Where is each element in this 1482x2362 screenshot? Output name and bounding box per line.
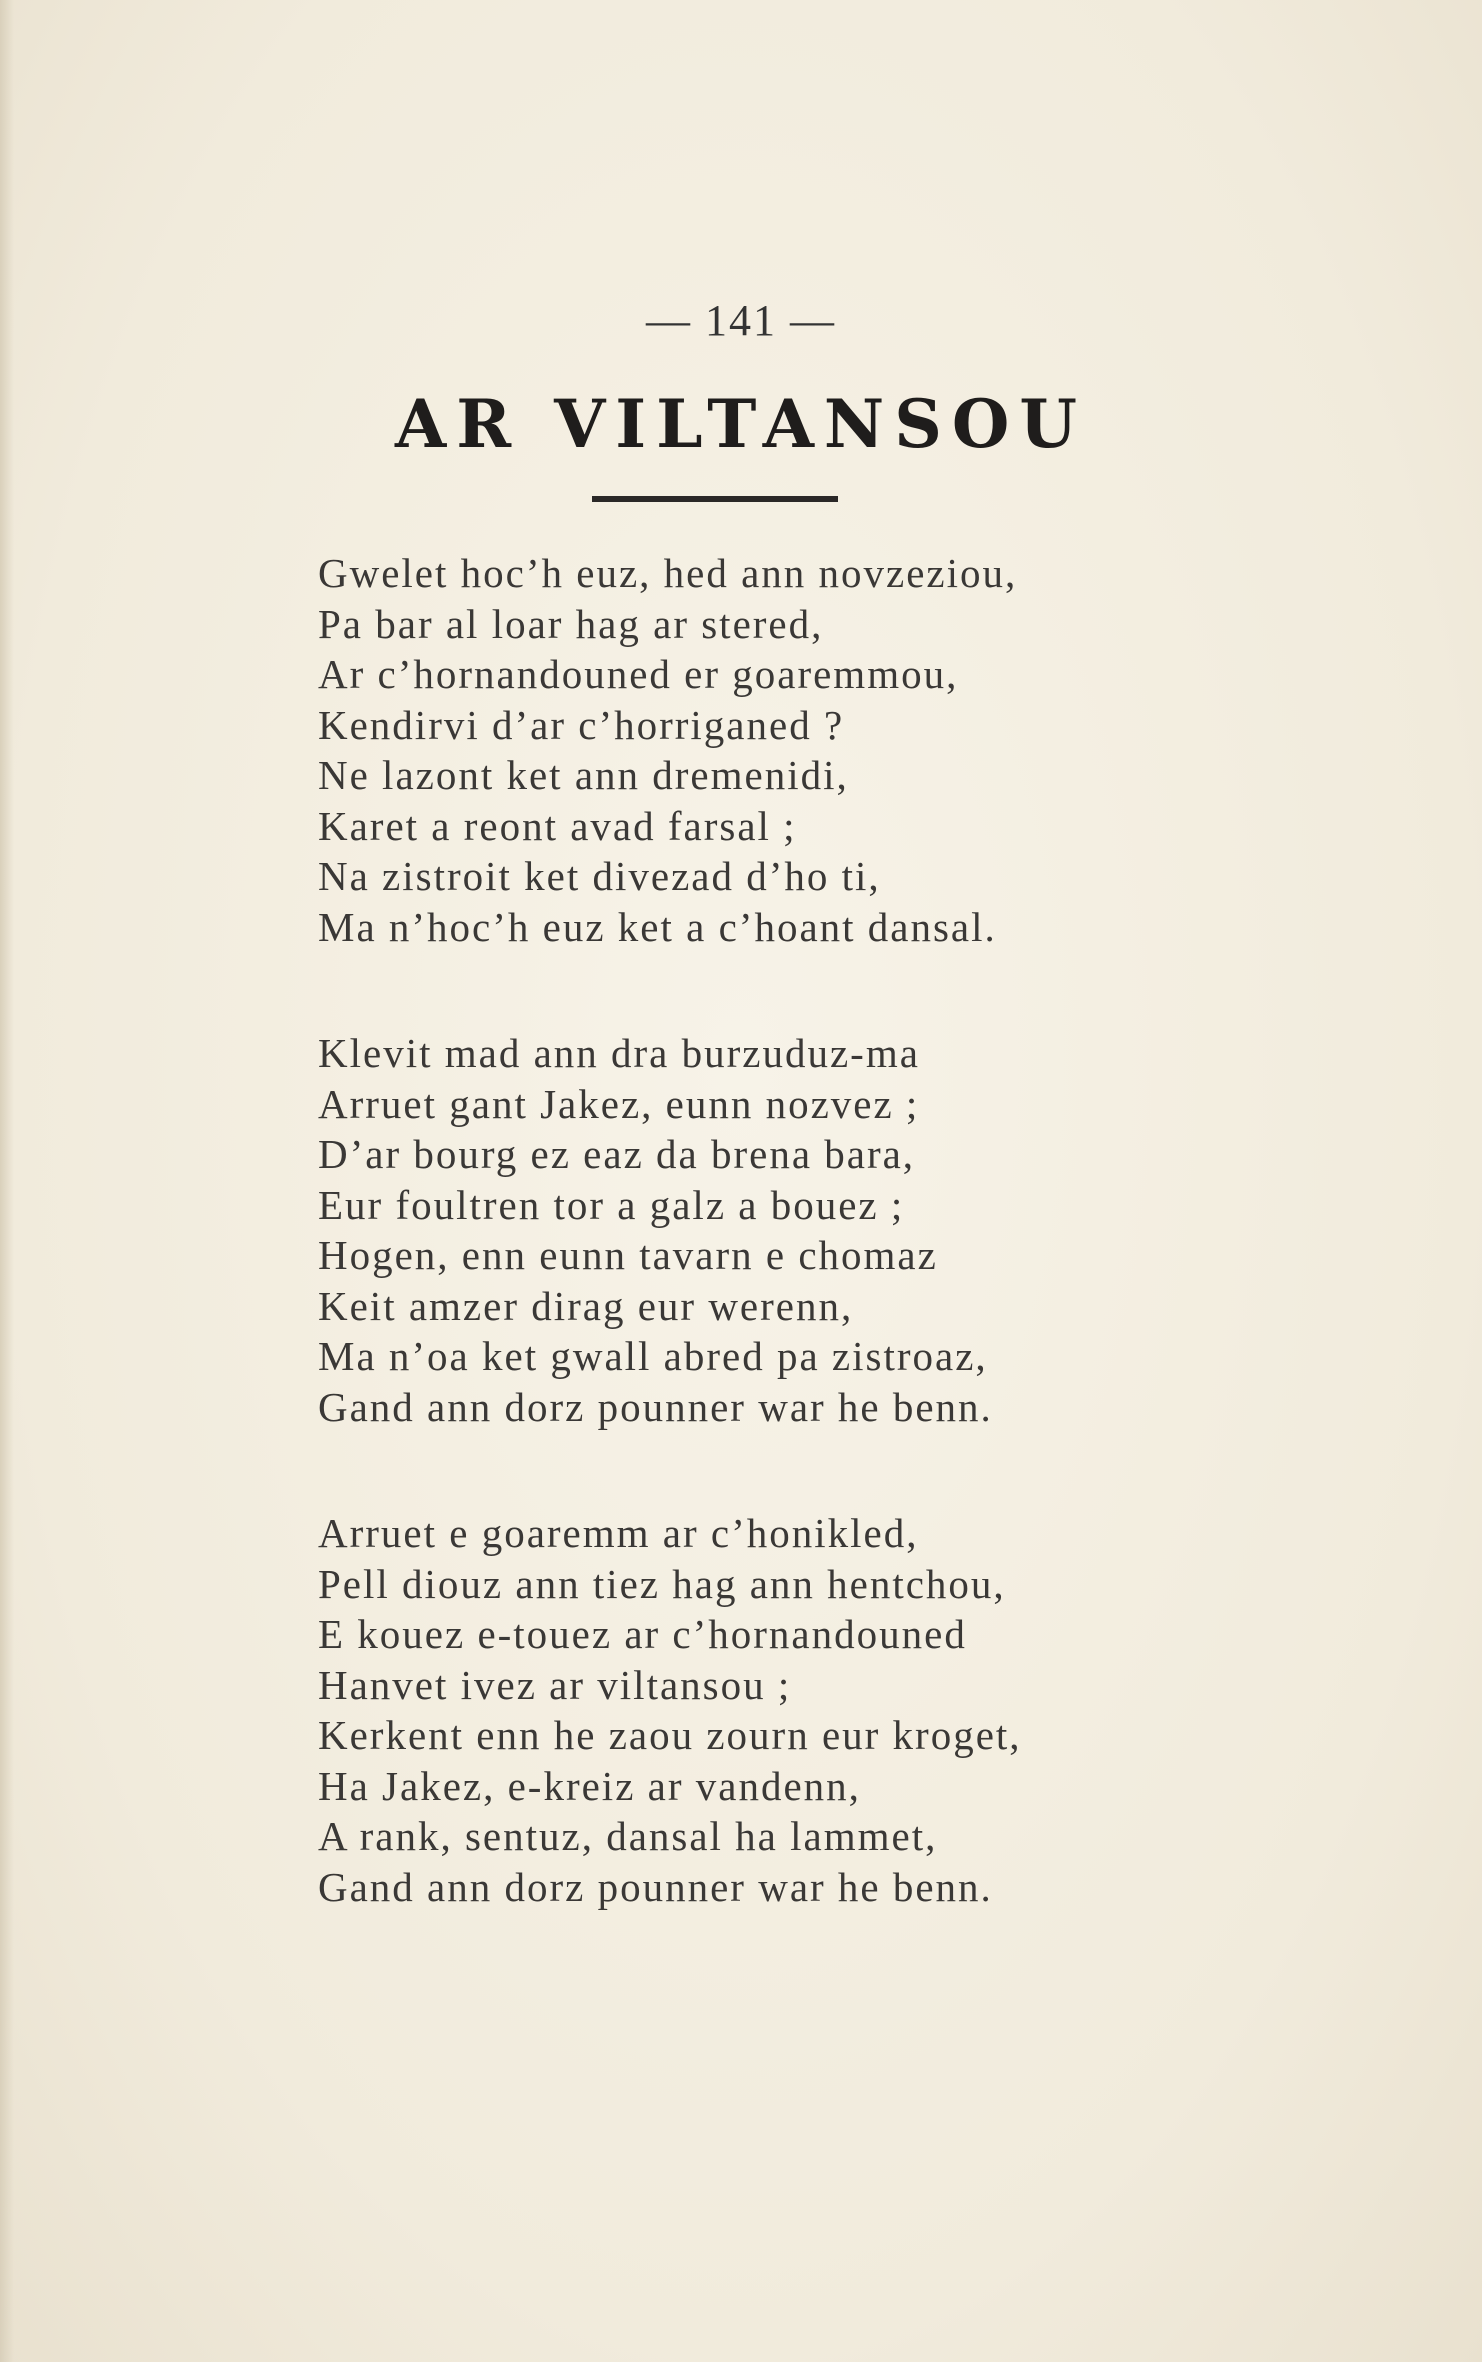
stanza-3: [318, 1508, 1218, 1912]
poem-line: Eur foultren tor a galz a bouez ;: [318, 1181, 905, 1228]
poem-line: Keit amzer dirag eur werenn,: [318, 1282, 854, 1329]
poem-line: Ne lazont ket ann dremenidi,: [318, 752, 849, 798]
poem-title: AR VILTANSOU: [395, 385, 1087, 463]
poem-line: E kouez e-touez ar c’hornandouned: [318, 1611, 967, 1657]
poem-line: Gand ann dorz pounner war he benn.: [318, 1863, 993, 1910]
poem-line: A rank, sentuz, dansal ha lammet,: [318, 1813, 938, 1859]
page-binding-shadow: [0, 0, 14, 2362]
poem-line: Na zistroit ket divezad d’ho ti,: [318, 853, 881, 899]
poem-line: Hogen, enn eunn tavarn e chomaz: [318, 1232, 938, 1278]
poem-line: Pa bar al loar hag ar stered,: [318, 600, 824, 647]
poem-line: Gwelet hoc’h euz, hed ann novzeziou,: [318, 550, 1018, 596]
stanza-1: [318, 548, 1218, 952]
poem-line: Pell diouz ann tiez hag ann hentchou,: [318, 1560, 1006, 1607]
poem-line: Ha Jakez, e-kreiz ar vandenn,: [318, 1762, 861, 1809]
poem-line: Kerkent enn he zaou zourn eur kroget,: [318, 1712, 1022, 1758]
poem-line: Ma n’hoc’h euz ket a c’hoant dansal.: [318, 903, 997, 950]
poem-line: Kendirvi d’ar c’horriganed ?: [318, 701, 845, 748]
page-number: — 141 —: [646, 296, 836, 345]
poem-line: D’ar bourg ez eaz da brena bara,: [318, 1131, 916, 1177]
poem-line: Klevit mad ann dra burzuduz-ma: [318, 1030, 920, 1076]
poem-line: Arruet gant Jakez, eunn nozvez ;: [318, 1080, 920, 1127]
stanza-2: [318, 1028, 1218, 1432]
poem-line: Karet a reont avad farsal ;: [318, 802, 797, 849]
poem-line: Ar c’hornandouned er goaremmou,: [318, 651, 959, 697]
poem-line: Arruet e goaremm ar c’honikled,: [318, 1510, 919, 1556]
poem-line: Hanvet ivez ar viltansou ;: [318, 1661, 792, 1708]
poem-line: Gand ann dorz pounner war he benn.: [318, 1383, 993, 1430]
poem-body: [318, 548, 1218, 1988]
poem-line: Ma n’oa ket gwall abred pa zistroaz,: [318, 1333, 988, 1379]
title-divider: [592, 496, 838, 502]
